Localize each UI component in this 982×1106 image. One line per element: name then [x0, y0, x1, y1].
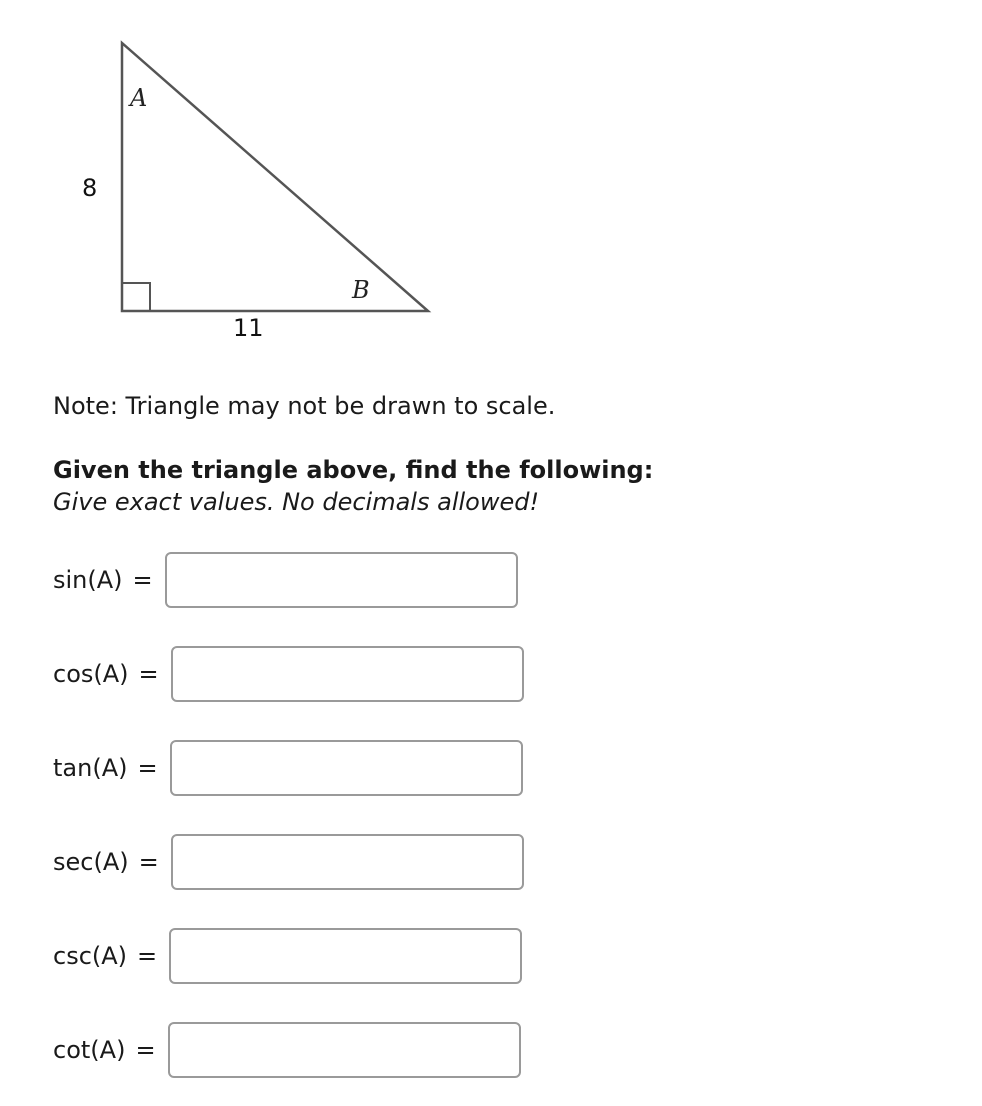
angle-label-b: B [352, 276, 370, 304]
triangle-outline [122, 43, 428, 311]
answer-input-cot[interactable] [168, 1022, 521, 1078]
equals-sign: = [135, 1036, 156, 1064]
question-row-sin [53, 552, 518, 608]
equals-sign: = [137, 754, 158, 782]
side-label-horizontal: 11 [233, 314, 264, 342]
question-row-csc [53, 928, 522, 984]
equals-sign: = [138, 660, 159, 688]
equals-sign: = [138, 848, 159, 876]
equals-sign: = [132, 566, 153, 594]
question-label-sin: sin(A) [53, 566, 123, 594]
question-label-cot: cot(A) [53, 1036, 126, 1064]
angle-label-a: A [130, 84, 148, 112]
question-row-cot [53, 1022, 521, 1078]
question-label-cos: cos(A) [53, 660, 129, 688]
question-row-cos [53, 646, 524, 702]
equals-sign: = [137, 942, 158, 970]
answer-input-cos[interactable] [171, 646, 524, 702]
answer-input-sec[interactable] [171, 834, 524, 890]
answer-input-sin[interactable] [165, 552, 518, 608]
answer-input-csc[interactable] [169, 928, 522, 984]
instructions [53, 454, 653, 518]
answer-input-tan[interactable] [170, 740, 523, 796]
question-label-sec: sec(A) [53, 848, 129, 876]
triangle-figure [0, 0, 460, 350]
question-label-tan: tan(A) [53, 754, 128, 782]
instructions-heading: Given the triangle above, find the following: [53, 456, 654, 484]
question-row-sec [53, 834, 524, 890]
right-angle-marker [122, 283, 150, 311]
scale-note: Note: Triangle may not be drawn to scale. [53, 392, 556, 420]
question-row-tan [53, 740, 523, 796]
question-label-csc: csc(A) [53, 942, 128, 970]
instructions-subheading: Give exact values. No decimals allowed! [53, 488, 540, 516]
side-label-vertical: 8 [82, 174, 98, 202]
